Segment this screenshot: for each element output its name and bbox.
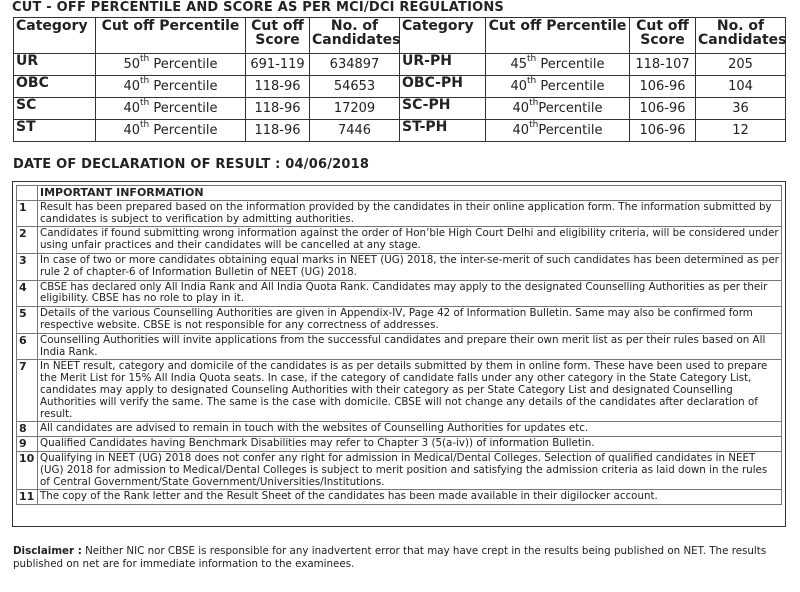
category-cell: ST xyxy=(14,120,96,142)
score-cell: 118-96 xyxy=(246,76,310,98)
category-cell: SC xyxy=(14,98,96,120)
percentile-cell: 50th Percentile xyxy=(96,54,246,76)
info-item-text: Qualifying in NEET (UG) 2018 does not confer any right for admission in Medical/Dental Colleges. Selection of qualified candidates in NEET (UG) 2018 for admission to Medical/Dental Colleges is subject to merit position and satisfying the admission criteria as laid down in the rules of Central Government/State Government/Universities/Institutions. xyxy=(38,451,782,489)
info-item-text: Qualified Candidates having Benchmark Disabilities may refer to Chapter 3 (5(a-iv)) of information Bulletin. xyxy=(38,437,782,452)
info-item-number: 7 xyxy=(17,360,38,422)
category-ph-cell: ST-PH xyxy=(400,120,486,142)
info-item-number: 11 xyxy=(17,490,38,505)
score-ph-cell: 106-96 xyxy=(630,120,696,142)
percentile-ph-cell: 45th Percentile xyxy=(486,54,630,76)
info-item-number: 2 xyxy=(17,227,38,254)
percentile-cell: 40th Percentile xyxy=(96,76,246,98)
score-ph-cell: 106-96 xyxy=(630,76,696,98)
percentile-cell: 40th Percentile xyxy=(96,98,246,120)
info-item-text: Result has been prepared based on the information provided by the candidates in their online application form. The information submitted by candidates is subject to verification by admitting authorities. xyxy=(38,200,782,227)
count-cell: 634897 xyxy=(310,54,400,76)
count-cell: 54653 xyxy=(310,76,400,98)
header-percentile-ph: Cut off Percentile xyxy=(486,18,630,54)
score-cell: 691-119 xyxy=(246,54,310,76)
header-score-ph: Cut off Score xyxy=(630,18,696,54)
disclaimer-label: Disclaimer : xyxy=(13,545,82,557)
cutoff-table xyxy=(13,17,786,142)
score-ph-cell: 106-96 xyxy=(630,98,696,120)
cutoff-header-row xyxy=(14,18,786,54)
info-item xyxy=(17,360,782,422)
score-cell: 118-96 xyxy=(246,98,310,120)
info-item-number: 9 xyxy=(17,437,38,452)
cutoff-row xyxy=(14,120,786,142)
info-item-number: 1 xyxy=(17,200,38,227)
count-ph-cell: 205 xyxy=(696,54,786,76)
info-item-number: 3 xyxy=(17,253,38,280)
header-category-ph: Category xyxy=(400,18,486,54)
info-item xyxy=(17,200,782,227)
info-item xyxy=(17,490,782,505)
cutoff-row xyxy=(14,98,786,120)
count-ph-cell: 12 xyxy=(696,120,786,142)
info-item xyxy=(17,437,782,452)
info-item xyxy=(17,307,782,334)
info-item-number: 6 xyxy=(17,333,38,360)
info-item-number: 4 xyxy=(17,280,38,307)
info-item xyxy=(17,227,782,254)
info-item-text: The copy of the Rank letter and the Result Sheet of the candidates has been made available in their digilocker account. xyxy=(38,490,782,505)
important-information-box xyxy=(12,181,786,527)
info-item xyxy=(17,280,782,307)
header-category: Category xyxy=(14,18,96,54)
info-item xyxy=(17,422,782,437)
info-item-text: All candidates are advised to remain in touch with the websites of Counselling Authorities for updates etc. xyxy=(38,422,782,437)
count-cell: 7446 xyxy=(310,120,400,142)
info-item xyxy=(17,451,782,489)
info-item xyxy=(17,253,782,280)
cutoff-row xyxy=(14,76,786,98)
info-item-text: CBSE has declared only All India Rank and All India Quota Rank. Candidates may apply to the designated Counselling Authorities as per their eligibility. CBSE has no role to play in it. xyxy=(38,280,782,307)
disclaimer-text: Neither NIC nor CBSE is responsible for any inadvertent error that may have crept in the results being published on NET. The results published on net are for immediate information to the examinees. xyxy=(13,545,767,570)
percentile-ph-cell: 40thPercentile xyxy=(486,120,630,142)
info-heading: IMPORTANT INFORMATION xyxy=(38,186,782,201)
category-cell: UR xyxy=(14,54,96,76)
info-item-number: 8 xyxy=(17,422,38,437)
info-item-text: In NEET result, category and domicile of the candidates is as per details submitted by them in online form. These have been used to prepare the Merit List for 15% All India Quota seats. In case, if the category of candidate falls under any other category in the State Category List, candidates may apply to designated Counseling Authorities with their category as per State Category List and designated Counselling Authorities will verify the same. The same is the case with domicile. CBSE will not change any details of the candidates after declaration of result. xyxy=(38,360,782,422)
header-candidates: No. of Candidates xyxy=(310,18,400,54)
important-information-table xyxy=(16,185,782,505)
header-percentile: Cut off Percentile xyxy=(96,18,246,54)
info-item-text: Counselling Authorities will invite applications from the successful candidates and prepare their own merit list as per their rules based on All India Rank. xyxy=(38,333,782,360)
disclaimer xyxy=(13,545,789,570)
count-ph-cell: 36 xyxy=(696,98,786,120)
category-ph-cell: UR-PH xyxy=(400,54,486,76)
info-item-text: Candidates if found submitting wrong information against the order of Hon’ble High Court Delhi and eligibility criteria, will be considered under using unfair practices and their candidates will be cancelled at any stage. xyxy=(38,227,782,254)
count-ph-cell: 104 xyxy=(696,76,786,98)
result-declaration-date: DATE OF DECLARATION OF RESULT : 04/06/2018 xyxy=(13,157,370,172)
header-score: Cut off Score xyxy=(246,18,310,54)
info-item-number: 5 xyxy=(17,307,38,334)
page-title: CUT - OFF PERCENTILE AND SCORE AS PER MCI/DCI REGULATIONS xyxy=(12,0,504,15)
info-item-number: 10 xyxy=(17,451,38,489)
percentile-ph-cell: 40thPercentile xyxy=(486,98,630,120)
header-candidates-ph: No. of Candidates xyxy=(696,18,786,54)
score-ph-cell: 118-107 xyxy=(630,54,696,76)
category-ph-cell: SC-PH xyxy=(400,98,486,120)
info-item-text: In case of two or more candidates obtaining equal marks in NEET (UG) 2018, the inter-se-merit of such candidates has been determined as per rule 2 of chapter-6 of Information Bulletin of NEET (UG) 2018. xyxy=(38,253,782,280)
info-item-text: Details of the various Counselling Authorities are given in Appendix-IV, Page 42 of Information Bulletin. Same may also be confirmed form respective website. CBSE is not responsible for any correctness of addresses. xyxy=(38,307,782,334)
category-cell: OBC xyxy=(14,76,96,98)
info-item xyxy=(17,333,782,360)
category-ph-cell: OBC-PH xyxy=(400,76,486,98)
percentile-cell: 40th Percentile xyxy=(96,120,246,142)
info-header-row xyxy=(17,186,782,201)
cutoff-row xyxy=(14,54,786,76)
score-cell: 118-96 xyxy=(246,120,310,142)
percentile-ph-cell: 40th Percentile xyxy=(486,76,630,98)
count-cell: 17209 xyxy=(310,98,400,120)
